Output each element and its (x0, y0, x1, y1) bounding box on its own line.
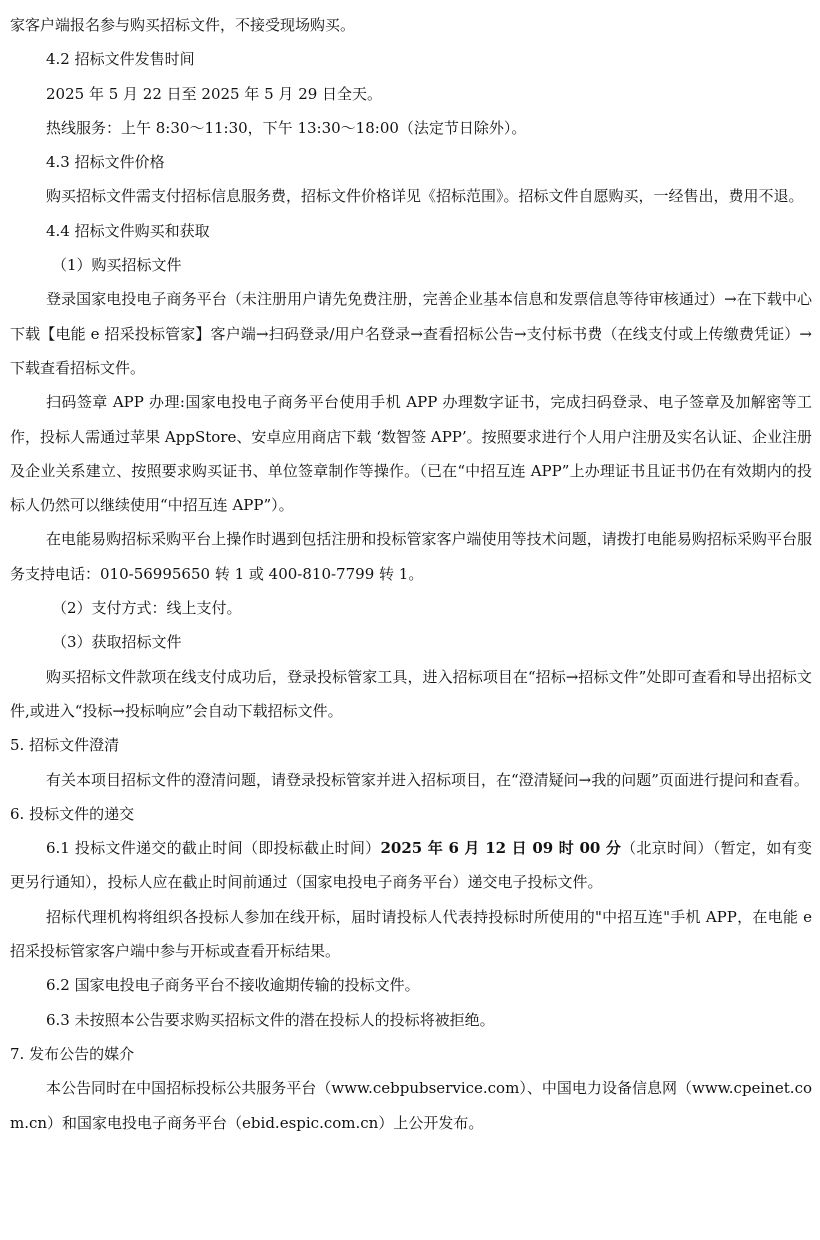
deadline-lead-text: 6.1 投标文件递交的截止时间（即投标截止时间） (46, 839, 381, 858)
paragraph-unpurchased-rejected: 6.3 未按照本公告要求购买招标文件的潜在投标人的投标将被拒绝。 (46, 1010, 495, 1029)
paragraph-price-details: 购买招标文件需支付招标信息服务费，招标文件价格详见《招标范围》。招标文件自愿购买，一经售出，费用不退。 (46, 187, 804, 206)
heading-4-2-sale-time: 4.2 招标文件发售时间 (46, 50, 195, 69)
heading-4-3-price: 4.3 招标文件价格 (46, 153, 165, 172)
deadline-trailing-text: （北京时间）（暂定，如有变更另行通知），投标人应在截止时间前通过（国家电投电子商务平台）递交电子投标文件。 (10, 839, 812, 892)
paragraph-hotline-service: 热线服务：上午 8:30～11:30，下午 13:30～18:00（法定节日除外）。 (46, 118, 527, 137)
heading-6-submission: 6. 投标文件的递交 (10, 804, 135, 823)
paragraph-signature-app: 扫码签章 APP 办理:国家电投电子商务平台使用手机 APP 办理数字证书，完成扫码登录、电子签章及加解密等工作，投标人需通过苹果 AppStore、安卓应用商店下载 ‘数智签 APP’。按照要求进行个人用户注册及实名认证、企业注册及企业关系建立、按照要求购买证书、单位签章制作等操作。（已在“中招互连 APP”上办理证书且证书仍在有效期内的投标人仍然可以继续使用“中招互连 APP”）。 (10, 393, 812, 515)
paragraph-submission-deadline (10, 831, 812, 900)
paragraph-publication-sites: 本公告同时在中国招标投标公共服务平台（www.cebpubservice.com）、中国电力设备信息网（www.cpeinet.com.cn）和国家电投电子商务平台（ebid.espic.com.cn）上公开发布。 (10, 1079, 812, 1132)
paragraph-login-procedure: 登录国家电投电子商务平台（未注册用户请先免费注册，完善企业基本信息和发票信息等待审核通过）→在下载中心下载【电能 e 招采投标管家】客户端→扫码登录/用户名登录→查看招标公告→支付标书费（在线支付或上传缴费凭证）→下载查看招标文件。 (10, 290, 812, 377)
heading-4-4-purchase-obtain: 4.4 招标文件购买和获取 (46, 221, 210, 240)
paragraph-sale-dates: 2025 年 5 月 22 日至 2025 年 5 月 29 日全天。 (46, 84, 383, 103)
deadline-date-bold: 2025 年 6 月 12 日 09 时 00 分 (380, 839, 622, 858)
subheading-purchase-documents: （1）购买招标文件 (52, 256, 182, 275)
paragraph-download-documents: 购买招标文件款项在线支付成功后，登录投标管家工具，进入招标项目在“招标→招标文件”处即可查看和导出招标文件,或进入“投标→投标响应”会自动下载招标文件。 (10, 667, 812, 720)
paragraph-online-opening: 招标代理机构将组织各投标人参加在线开标，届时请投标人代表持投标时所使用的"中招互连"手机 APP，在电能 e 招采投标管家客户端中参与开标或查看开标结果。 (10, 907, 812, 961)
heading-7-publication-media: 7. 发布公告的媒介 (10, 1044, 135, 1063)
paragraph-purchase-method-end: 家客户端报名参与购买招标文件，不接受现场购买。 (10, 16, 356, 34)
paragraph-tech-support: 在电能易购招标采购平台上操作时遇到包括注册和投标管家客户端使用等技术问题，请拨打电能易购招标采购平台服务支持电话：010-56995650 转 1 或 400-810-7799 转 1。 (10, 530, 812, 583)
subheading-obtain-documents: （3）获取招标文件 (52, 633, 182, 652)
paragraph-late-files-rejected: 6.2 国家电投电子商务平台不接收逾期传输的投标文件。 (46, 976, 420, 995)
subheading-payment-method: （2）支付方式：线上支付。 (52, 599, 242, 618)
paragraph-clarification-details: 有关本项目招标文件的澄清问题，请登录投标管家并进入招标项目，在“澄清疑问→我的问题”页面进行提问和查看。 (46, 770, 809, 789)
document-body (10, 8, 812, 1140)
heading-5-clarification: 5. 招标文件澄清 (10, 736, 120, 755)
